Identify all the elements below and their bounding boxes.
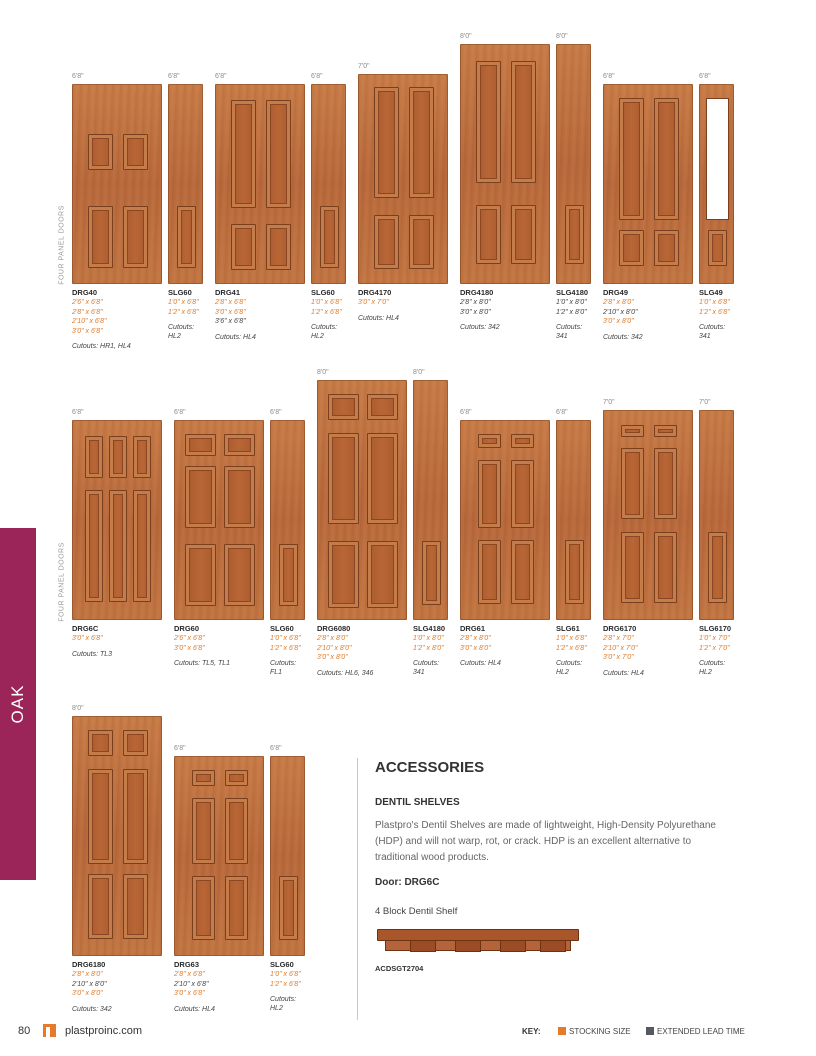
door-sizes xyxy=(317,634,352,663)
door-sizes xyxy=(460,298,491,317)
door-panel xyxy=(85,436,103,478)
cutout-line: HL2 xyxy=(556,669,569,676)
stocking-size: 2'8" x 8'0" xyxy=(460,635,491,642)
stocking-size: 3'0" x 7'0" xyxy=(603,654,634,661)
extended-size: 3'0" x 8'0" xyxy=(460,308,491,316)
door-panel xyxy=(320,206,340,268)
door-panel xyxy=(123,206,148,268)
door-panel xyxy=(367,433,399,524)
door-height-label: 6'8" xyxy=(72,409,84,416)
divider xyxy=(357,758,358,1020)
door-image xyxy=(174,420,264,620)
door-panel xyxy=(478,540,501,604)
door-sizes xyxy=(311,298,342,317)
cutout-line: Cutouts: xyxy=(699,324,726,331)
door-height-label: 8'0" xyxy=(317,369,329,376)
cutout-line: Cutouts: HL4 xyxy=(603,669,644,677)
door-sizes xyxy=(174,970,209,999)
door-cutouts xyxy=(460,323,500,332)
door-sizes xyxy=(556,298,587,317)
door-height-label: 6'8" xyxy=(174,745,186,752)
door-model-number: DRG6180 xyxy=(72,960,106,969)
door-height-label: 6'8" xyxy=(603,73,615,80)
cutout-line: Cutouts: HR1, HL4 xyxy=(72,343,131,350)
door-panel xyxy=(511,434,534,448)
door-panel xyxy=(231,100,256,208)
door-model-number: SLG49 xyxy=(699,288,723,297)
door-cutouts xyxy=(699,659,725,677)
door-panel xyxy=(123,874,148,938)
door-panel xyxy=(478,460,501,528)
door-sizes xyxy=(168,298,199,317)
accessories-subtitle: DENTIL SHELVES xyxy=(375,797,460,808)
door-panel xyxy=(185,434,217,456)
door-cutouts xyxy=(413,659,439,677)
cutout-line: Cutouts: HL4 xyxy=(174,1005,215,1013)
door-cutouts xyxy=(72,342,131,351)
stocking-size: 3'0" x 6'8" xyxy=(174,990,205,997)
cutout-line: Cutouts: HL4 xyxy=(460,660,501,667)
door-panel xyxy=(708,230,728,266)
door-panel xyxy=(374,215,399,270)
stocking-size: 1'2" x 8'0" xyxy=(413,644,444,652)
stocking-size: 3'0" x 6'8" xyxy=(72,635,103,642)
door-cutouts xyxy=(72,650,112,659)
cutout-line: Cutouts: TL5, TL1 xyxy=(174,660,231,667)
stocking-size: 2'8" x 7'0" xyxy=(603,635,634,642)
cutout-line: Cutouts: xyxy=(699,660,726,667)
door-model-number: SLG60 xyxy=(168,288,192,297)
door-model-number: DRG41 xyxy=(215,288,241,297)
door-sizes xyxy=(72,970,107,999)
door-cutouts xyxy=(556,659,582,677)
stocking-size: 2'8" x 8'0" xyxy=(317,635,348,642)
door-height-label: 6'8" xyxy=(270,745,282,752)
stocking-size: 1'2" x 6'8" xyxy=(311,308,342,316)
extended-size: 2'8" x 8'0" xyxy=(460,299,491,306)
door-cutouts xyxy=(317,669,373,678)
door-height-label: 8'0" xyxy=(556,33,568,40)
stocking-size: 3'0" x 8'0" xyxy=(603,318,634,325)
shelf-name: 4 Block Dentil Shelf xyxy=(375,906,458,917)
door-model-number: DRG60 xyxy=(174,624,200,633)
door-cutouts xyxy=(168,323,194,341)
cutout-line: 341 xyxy=(413,669,425,676)
door-model-number: DRG40 xyxy=(72,288,98,297)
door-image xyxy=(358,74,448,284)
door-panel xyxy=(409,87,434,198)
stocking-size: 1'2" x 6'8" xyxy=(168,308,199,316)
door-sizes xyxy=(174,634,205,653)
door-panel xyxy=(565,540,585,604)
door-panel xyxy=(476,205,501,265)
door-panel xyxy=(621,448,644,519)
stocking-size: 2'8" x 8'0" xyxy=(603,299,634,306)
door-height-label: 6'8" xyxy=(215,73,227,80)
door-panel xyxy=(422,541,442,605)
extended-size: 1'0" x 8'0" xyxy=(556,299,587,306)
door-panel xyxy=(231,224,256,270)
door-panel xyxy=(511,205,536,265)
door-panel xyxy=(225,770,248,786)
door-panel xyxy=(328,433,360,524)
door-cutouts xyxy=(460,659,501,668)
door-panel xyxy=(279,544,299,606)
cutout-line: Cutouts: HL4 xyxy=(358,314,399,322)
cutout-line: 341 xyxy=(556,333,568,340)
stocking-size: 3'0" x 6'8" xyxy=(215,308,246,316)
door-height-label: 6'8" xyxy=(699,73,711,80)
door-image xyxy=(413,380,448,620)
stocking-size: 1'0" x 8'0" xyxy=(413,635,444,642)
door-model-number: DRG4180 xyxy=(460,288,494,297)
door-height-label: 7'0" xyxy=(603,399,615,406)
door-cutouts xyxy=(174,1005,215,1014)
cutout-line: Cutouts: HL4 xyxy=(215,333,256,341)
shelf-block xyxy=(410,940,436,952)
extended-size: 2'10" x 8'0" xyxy=(603,308,638,316)
door-model-number: SLG60 xyxy=(270,624,294,633)
door-image xyxy=(270,420,305,620)
door-image xyxy=(460,420,550,620)
stocking-size: 1'0" x 6'8" xyxy=(556,635,587,642)
cutout-line: Cutouts: xyxy=(270,996,297,1003)
cutout-line: Cutouts: HL6, 346 xyxy=(317,669,374,677)
door-panel xyxy=(88,134,113,170)
door-panel xyxy=(88,206,113,268)
door-image xyxy=(460,44,550,284)
door-panel xyxy=(409,215,434,270)
door-panel xyxy=(133,436,151,478)
door-panel xyxy=(619,98,644,220)
door-panel xyxy=(708,532,728,603)
cutout-line: HL2 xyxy=(699,669,712,676)
door-cutouts xyxy=(358,314,399,323)
cutout-line: 341 xyxy=(699,333,711,340)
door-model-number: SLG60 xyxy=(270,960,294,969)
door-height-label: 6'8" xyxy=(460,409,472,416)
door-panel xyxy=(654,425,677,438)
door-model-number: DRG49 xyxy=(603,288,629,297)
door-sizes xyxy=(270,634,301,653)
door-image xyxy=(168,84,203,284)
door-panel xyxy=(654,448,677,519)
side-tab xyxy=(0,528,36,880)
section-vertical-label: FOUR PANEL DOORS xyxy=(58,205,66,285)
stocking-size: 2'8" x 8'0" xyxy=(72,971,103,978)
door-panel xyxy=(478,434,501,448)
door-sizes xyxy=(72,298,107,336)
door-model-number: DRG61 xyxy=(460,624,486,633)
page-number: 80 xyxy=(18,1025,31,1037)
door-cutouts xyxy=(215,333,256,342)
stocking-size: 3'0" x 8'0" xyxy=(317,654,348,661)
door-model-number: DRG63 xyxy=(174,960,200,969)
cutout-line: Cutouts: xyxy=(270,660,297,667)
stocking-size: 3'0" x 8'0" xyxy=(72,990,103,997)
cutout-line: Cutouts: xyxy=(556,660,583,667)
door-sizes xyxy=(556,634,587,653)
door-panel xyxy=(88,874,113,938)
cutout-line: Cutouts: TL3 xyxy=(72,650,113,658)
door-model-number: SLG4180 xyxy=(413,624,446,633)
cutout-line: HL2 xyxy=(270,1005,283,1012)
stocking-size: 2'6" x 6'8" xyxy=(72,299,103,306)
glass-lite xyxy=(706,98,729,220)
stocking-size: 2'8" x 6'8" xyxy=(215,299,246,306)
cutout-line: HL2 xyxy=(311,333,324,340)
door-model-number: DRG6C xyxy=(72,624,99,633)
door-panel xyxy=(88,769,113,865)
stocking-size: 1'0" x 6'8" xyxy=(168,299,199,306)
door-image xyxy=(311,84,346,284)
door-panel xyxy=(654,230,679,266)
door-height-label: 8'0" xyxy=(72,705,84,712)
door-panel xyxy=(123,769,148,865)
door-height-label: 6'8" xyxy=(168,73,180,80)
door-panel xyxy=(185,544,217,606)
door-panel xyxy=(621,425,644,438)
door-panel xyxy=(621,532,644,603)
door-panel xyxy=(224,544,256,606)
door-panel xyxy=(279,876,299,940)
door-panel xyxy=(177,206,197,268)
door-sizes xyxy=(358,298,389,308)
door-panel xyxy=(511,61,536,183)
door-sizes xyxy=(699,298,730,317)
door-cutouts xyxy=(72,1005,112,1014)
plastpro-logo-icon xyxy=(43,1024,56,1037)
stocking-size: 1'0" x 6'8" xyxy=(699,299,730,306)
door-height-label: 7'0" xyxy=(358,63,370,70)
stocking-size: 2'10" x 6'8" xyxy=(72,318,107,325)
stocking-size: 2'10" x 7'0" xyxy=(603,644,638,652)
extended-size: 2'10" x 6'8" xyxy=(174,980,209,988)
extended-size: 3'6" x 6'8" xyxy=(215,318,246,325)
door-image xyxy=(270,756,305,956)
stocking-size: 1'0" x 6'8" xyxy=(270,635,301,642)
door-height-label: 8'0" xyxy=(413,369,425,376)
cutout-line: FL1 xyxy=(270,669,283,676)
door-model-number: DRG4170 xyxy=(358,288,392,297)
door-sizes xyxy=(603,634,638,663)
door-panel xyxy=(476,61,501,183)
stocking-size: 1'0" x 6'8" xyxy=(270,971,301,978)
door-image xyxy=(603,410,693,620)
door-image xyxy=(699,84,734,284)
door-image xyxy=(72,716,162,956)
stocking-size: 3'0" x 7'0" xyxy=(358,299,389,306)
door-panel xyxy=(133,490,151,602)
door-sizes xyxy=(460,634,491,653)
stocking-size: 2'6" x 6'8" xyxy=(174,635,205,642)
stocking-size: 3'0" x 6'8" xyxy=(174,644,205,652)
stocking-size: 1'0" x 6'8" xyxy=(311,299,342,306)
stocking-size: 2'8" x 6'8" xyxy=(72,308,103,316)
shelf-block xyxy=(455,940,481,952)
stocking-size: 1'2" x 6'8" xyxy=(699,308,730,316)
door-sizes xyxy=(603,298,638,327)
door-panel xyxy=(88,730,113,756)
extended-size: 1'2" x 8'0" xyxy=(556,308,587,316)
door-cutouts xyxy=(270,995,296,1013)
door-panel xyxy=(266,224,291,270)
door-cutouts xyxy=(603,333,643,342)
stocking-size: 2'8" x 6'8" xyxy=(174,971,205,978)
cutout-line: Cutouts: 342 xyxy=(603,333,643,341)
cutout-line: Cutouts: xyxy=(311,324,338,331)
cutout-line: Cutouts: xyxy=(556,324,583,331)
door-height-label: 8'0" xyxy=(460,33,472,40)
extended-swatch-icon xyxy=(646,1027,654,1035)
door-image xyxy=(215,84,305,284)
cutout-line: Cutouts: xyxy=(413,660,440,667)
shelf-block xyxy=(500,940,526,952)
accessories-description: Plastpro's Dentil Shelves are made of lightweight, High-Density Polyurethane (HDP) and will not warp, rot, or crack. HDP is an excellent alternative to traditional wood products. xyxy=(375,820,716,863)
stocking-size-label: STOCKING SIZE xyxy=(569,1027,631,1036)
accessories-door: Door: DRG6C xyxy=(375,877,440,888)
door-panel xyxy=(374,87,399,198)
door-panel xyxy=(224,434,256,456)
door-model-number: SLG6170 xyxy=(699,624,732,633)
door-panel xyxy=(367,541,399,608)
door-model-number: SLG60 xyxy=(311,288,335,297)
door-height-label: 7'0" xyxy=(699,399,711,406)
door-panel xyxy=(266,100,291,208)
cutout-line: Cutouts: xyxy=(168,324,195,331)
door-panel xyxy=(328,394,360,420)
door-sizes xyxy=(72,634,103,644)
door-height-label: 6'8" xyxy=(270,409,282,416)
extended-size: 2'10" x 8'0" xyxy=(72,980,107,988)
door-panel xyxy=(85,490,103,602)
stocking-size: 1'2" x 6'8" xyxy=(556,644,587,652)
door-panel xyxy=(565,205,585,265)
door-image xyxy=(603,84,693,284)
stocking-size: 1'0" x 7'0" xyxy=(699,635,730,642)
door-sizes xyxy=(413,634,444,653)
website-link[interactable]: plastproinc.com xyxy=(65,1025,143,1037)
door-cutouts xyxy=(556,323,582,341)
door-panel xyxy=(192,798,215,864)
stocking-swatch-icon xyxy=(558,1027,566,1035)
door-panel xyxy=(224,466,256,528)
door-sizes xyxy=(215,298,246,327)
accessories-title: ACCESSORIES xyxy=(375,759,485,776)
door-height-label: 6'8" xyxy=(311,73,323,80)
stocking-size: 3'0" x 6'8" xyxy=(72,327,103,335)
door-panel xyxy=(511,460,534,528)
door-cutouts xyxy=(603,669,644,678)
cutout-line: Cutouts: 342 xyxy=(72,1005,112,1013)
stocking-size: 3'0" x 8'0" xyxy=(460,644,491,652)
door-panel xyxy=(619,230,644,266)
door-cutouts xyxy=(311,323,337,341)
door-height-label: 6'8" xyxy=(174,409,186,416)
door-cutouts xyxy=(174,659,230,668)
door-panel xyxy=(123,730,148,756)
stocking-size: 1'2" x 6'8" xyxy=(270,980,301,988)
door-panel xyxy=(511,540,534,604)
door-height-label: 6'8" xyxy=(72,73,84,80)
door-panel xyxy=(654,98,679,220)
door-panel xyxy=(109,436,127,478)
door-cutouts xyxy=(699,323,725,341)
door-panel xyxy=(225,798,248,864)
extended-lead-label: EXTENDED LEAD TIME xyxy=(657,1027,745,1036)
door-panel xyxy=(192,770,215,786)
door-panel xyxy=(123,134,148,170)
cutout-line: Cutouts: 342 xyxy=(460,324,500,331)
shelf-code: ACDSGT2704 xyxy=(375,964,424,973)
stocking-size: 1'2" x 7'0" xyxy=(699,644,730,652)
door-panel xyxy=(654,532,677,603)
door-height-label: 6'8" xyxy=(556,409,568,416)
door-cutouts xyxy=(270,659,296,677)
door-image xyxy=(699,410,734,620)
shelf-block xyxy=(540,940,566,952)
door-image xyxy=(72,420,162,620)
door-sizes xyxy=(270,970,301,989)
section-vertical-label: FOUR PANEL DOORS xyxy=(58,542,66,622)
door-panel xyxy=(367,394,399,420)
door-image xyxy=(72,84,162,284)
door-model-number: SLG61 xyxy=(556,624,580,633)
door-image xyxy=(556,44,591,284)
door-panel xyxy=(109,490,127,602)
door-image xyxy=(556,420,591,620)
stocking-size: 2'10" x 8'0" xyxy=(317,644,352,652)
stocking-size: 1'2" x 6'8" xyxy=(270,644,301,652)
door-image xyxy=(317,380,407,620)
door-image xyxy=(174,756,264,956)
door-panel xyxy=(225,876,248,940)
cutout-line: HL2 xyxy=(168,333,181,340)
door-model-number: SLG4180 xyxy=(556,288,589,297)
door-panel xyxy=(328,541,360,608)
door-model-number: DRG6080 xyxy=(317,624,351,633)
door-sizes xyxy=(699,634,730,653)
door-model-number: DRG6170 xyxy=(603,624,637,633)
side-tab-label: OAK xyxy=(8,684,27,724)
door-panel xyxy=(185,466,217,528)
key-label: KEY: xyxy=(522,1027,541,1036)
door-panel xyxy=(192,876,215,940)
